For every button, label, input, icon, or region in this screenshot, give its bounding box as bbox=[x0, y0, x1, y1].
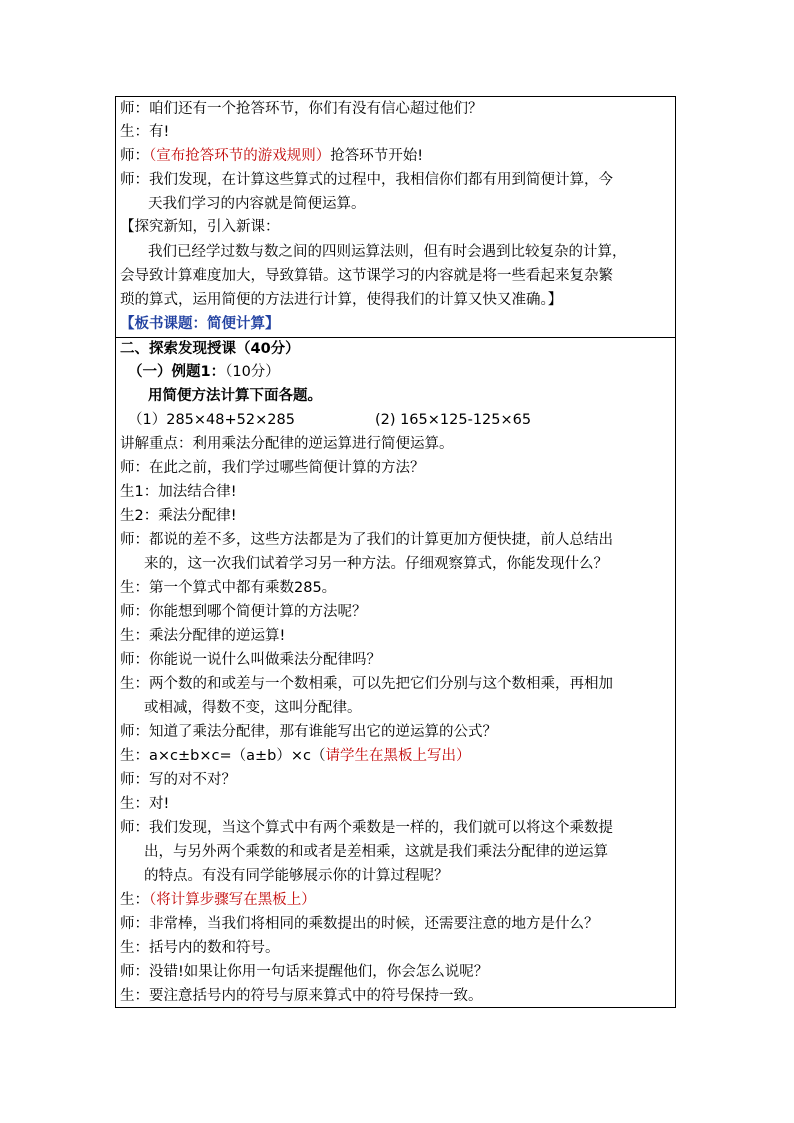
dialogue-line: 师：没错!如果让你用一句话来提醒他们，你会怎么说呢？ bbox=[120, 964, 489, 980]
dialogue-line: 生1：加法结合律! bbox=[120, 484, 237, 500]
speaker: 生： bbox=[120, 892, 149, 908]
dialogue-line: 生：要注意括号内的符号与原来算式中的符号保持一致。 bbox=[120, 988, 483, 1004]
example-heading bbox=[128, 361, 280, 384]
text-line: 师：我们发现，在计算这些算式的过程中，我相信你们都有用到简便计算，今 bbox=[120, 172, 613, 188]
example-label: （一）例题1： bbox=[128, 364, 226, 380]
key-point: 讲解重点：利用乘法分配律的逆运算进行简便运算。 bbox=[120, 436, 454, 452]
formula: 生：a×c±b×c=（a±b）×c（ bbox=[120, 748, 326, 764]
dialogue-line: 师：都说的差不多，这些方法都是为了我们的计算更加方便快捷，前人总结出 bbox=[120, 532, 613, 548]
text-line: 生：有! bbox=[120, 124, 170, 140]
speech: 抢答环节开始! bbox=[330, 148, 424, 164]
dialogue-line: 生：乘法分配律的逆运算! bbox=[120, 628, 286, 644]
problem-2: (2) 165×125-125×65 bbox=[374, 412, 532, 428]
text-line bbox=[120, 145, 423, 168]
dialogue-line: 师：我们发现，当这个算式中有两个乘数是一样的，我们就可以将这个乘数提 bbox=[120, 820, 613, 836]
dialogue-line: 师：非常棒，当我们将相同的乘数提出的时候，还需要注意的地方是什么？ bbox=[120, 916, 599, 932]
board-title: 【板书课题：简便计算】 bbox=[120, 316, 280, 332]
dialogue-line: 生：括号内的数和符号。 bbox=[120, 940, 280, 956]
section-heading: 二、探索发现授课（40分） bbox=[120, 341, 300, 357]
dialogue-line: 生：对! bbox=[120, 796, 170, 812]
stage-direction: （宣布抢答环节的游戏规则） bbox=[149, 148, 331, 164]
dialogue-line: 来的，这一次我们试着学习另一种方法。仔细观察算式，你能发现什么？ bbox=[144, 556, 608, 572]
problem-1: （1）285×48+52×285 bbox=[128, 412, 295, 428]
text-line: 【探究新知，引入新课： bbox=[120, 219, 280, 235]
dialogue-line: 师：你能说一说什么叫做乘法分配律吗？ bbox=[120, 652, 381, 668]
dialogue-line bbox=[120, 889, 316, 912]
text-line: 我们已经学过数与数之间的四则运算法则，但有时会遇到比较复杂的计算， bbox=[148, 244, 627, 260]
text-line: 天我们学习的内容就是简便运算。 bbox=[148, 196, 366, 212]
text-line: 会导致计算难度加大，导致算错。这节课学习的内容就是将一些看起来复杂繁 bbox=[120, 268, 613, 284]
text-line: 琐的算式，运用简便的方法进行计算，使得我们的计算又快又准确。】 bbox=[120, 292, 563, 308]
dialogue-line: 生：两个数的和或差与一个数相乘，可以先把它们分别与这个数相乘，再相加 bbox=[120, 676, 613, 692]
dialogue-line: 生：第一个算式中都有乘数285。 bbox=[120, 580, 337, 596]
text-line: 师：咱们还有一个抢答环节，你们有没有信心超过他们？ bbox=[120, 101, 483, 117]
dialogue-line: 出，与另外两个乘数的和或者是差相乘，这就是我们乘法分配律的逆运算 bbox=[144, 844, 608, 860]
task-text: 用简便方法计算下面各题。 bbox=[148, 388, 322, 404]
dialogue-line: 师：在此之前，我们学过哪些简便计算的方法？ bbox=[120, 460, 425, 476]
dialogue-line: 生2：乘法分配律! bbox=[120, 508, 237, 524]
dialogue-line: 师：写的对不对？ bbox=[120, 772, 236, 788]
stage-direction: 请学生在黑板上写出） bbox=[325, 748, 471, 764]
dialogue-line: 师：知道了乘法分配律，那有谁能写出它的逆运算的公式？ bbox=[120, 724, 497, 740]
speaker: 师： bbox=[120, 148, 149, 164]
dialogue-line bbox=[120, 745, 471, 768]
stage-direction: （将计算步骤写在黑板上） bbox=[149, 892, 316, 908]
example-time: （10分） bbox=[225, 364, 280, 380]
dialogue-line: 或相减，得数不变，这叫分配律。 bbox=[144, 700, 362, 716]
problems bbox=[128, 409, 531, 432]
dialogue-line: 师：你能想到哪个简便计算的方法呢？ bbox=[120, 604, 367, 620]
dialogue-line: 的特点。有没有同学能够展示你的计算过程呢？ bbox=[144, 868, 449, 884]
